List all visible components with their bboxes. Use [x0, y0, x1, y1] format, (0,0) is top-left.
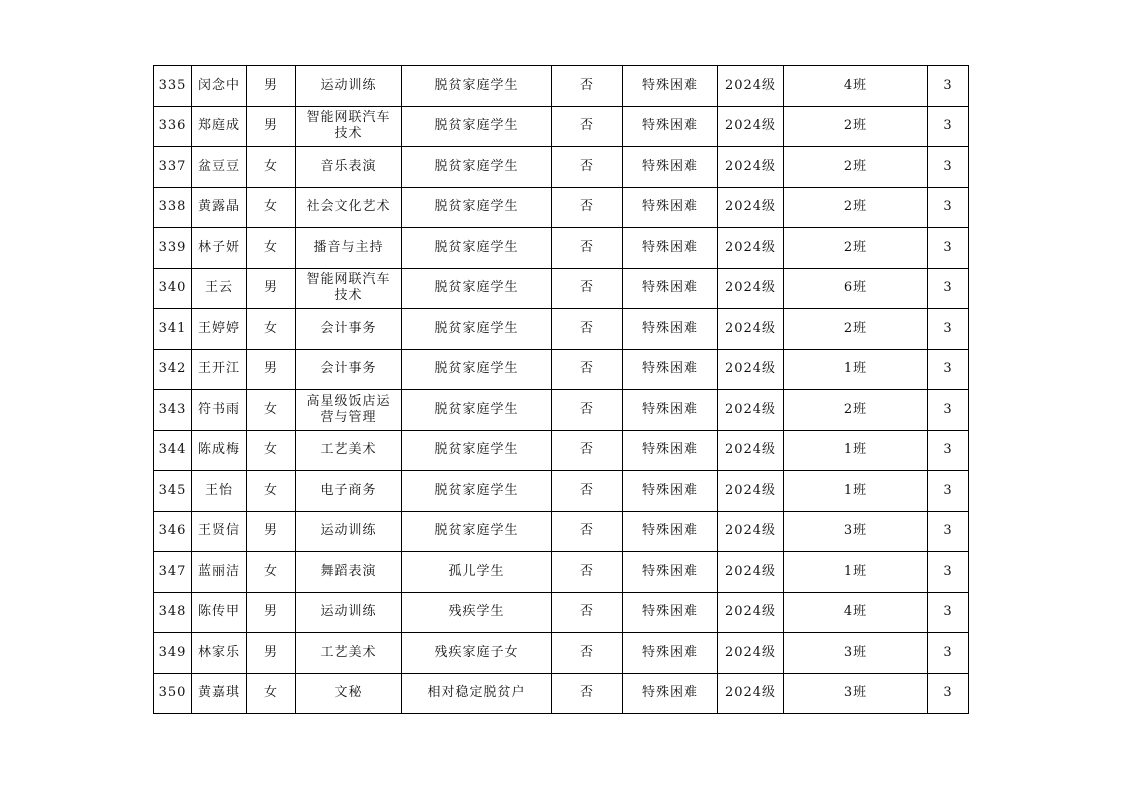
difficulty-level: 特殊困难 [623, 390, 718, 431]
row-number: 341 [154, 309, 192, 350]
score-value: 3 [928, 349, 969, 390]
student-gender: 女 [247, 390, 296, 431]
grade-year: 2024级 [718, 633, 784, 674]
aid-category: 残疾家庭子女 [402, 633, 552, 674]
grade-year: 2024级 [718, 430, 784, 471]
yes-no-flag: 否 [552, 268, 623, 309]
grade-year: 2024级 [718, 471, 784, 512]
difficulty-level: 特殊困难 [623, 228, 718, 269]
student-major: 工艺美术 [296, 430, 402, 471]
yes-no-flag: 否 [552, 430, 623, 471]
aid-category: 脱贫家庭学生 [402, 511, 552, 552]
score-value: 3 [928, 633, 969, 674]
aid-category: 相对稳定脱贫户 [402, 673, 552, 714]
class-name: 2班 [784, 228, 928, 269]
grade-year: 2024级 [718, 309, 784, 350]
student-name: 陈成梅 [192, 430, 247, 471]
student-name: 郑庭成 [192, 106, 247, 147]
yes-no-flag: 否 [552, 228, 623, 269]
aid-category: 脱贫家庭学生 [402, 309, 552, 350]
class-name: 1班 [784, 430, 928, 471]
class-name: 3班 [784, 633, 928, 674]
student-major: 智能网联汽车技术 [296, 106, 402, 147]
student-major: 运动训练 [296, 511, 402, 552]
student-name: 陈传甲 [192, 592, 247, 633]
table-row [154, 228, 969, 269]
student-gender: 男 [247, 511, 296, 552]
student-name: 王贤信 [192, 511, 247, 552]
table-row [154, 349, 969, 390]
table-row [154, 511, 969, 552]
table-row [154, 552, 969, 593]
difficulty-level: 特殊困难 [623, 592, 718, 633]
row-number: 350 [154, 673, 192, 714]
row-number: 346 [154, 511, 192, 552]
score-value: 3 [928, 511, 969, 552]
score-value: 3 [928, 106, 969, 147]
grade-year: 2024级 [718, 106, 784, 147]
student-aid-table [153, 65, 969, 714]
table-row [154, 471, 969, 512]
grade-year: 2024级 [718, 147, 784, 188]
table-row [154, 390, 969, 431]
score-value: 3 [928, 592, 969, 633]
student-major: 电子商务 [296, 471, 402, 512]
student-name: 林家乐 [192, 633, 247, 674]
student-gender: 男 [247, 633, 296, 674]
class-name: 2班 [784, 147, 928, 188]
table-row [154, 430, 969, 471]
student-gender: 男 [247, 592, 296, 633]
yes-no-flag: 否 [552, 592, 623, 633]
student-gender: 男 [247, 268, 296, 309]
yes-no-flag: 否 [552, 147, 623, 188]
row-number: 335 [154, 66, 192, 107]
difficulty-level: 特殊困难 [623, 106, 718, 147]
aid-category: 脱贫家庭学生 [402, 268, 552, 309]
class-name: 1班 [784, 471, 928, 512]
yes-no-flag: 否 [552, 309, 623, 350]
difficulty-level: 特殊困难 [623, 471, 718, 512]
student-gender: 女 [247, 552, 296, 593]
difficulty-level: 特殊困难 [623, 552, 718, 593]
aid-category: 脱贫家庭学生 [402, 228, 552, 269]
row-number: 342 [154, 349, 192, 390]
student-gender: 女 [247, 309, 296, 350]
table-row [154, 268, 969, 309]
class-name: 2班 [784, 187, 928, 228]
row-number: 348 [154, 592, 192, 633]
class-name: 4班 [784, 66, 928, 107]
student-major: 社会文化艺术 [296, 187, 402, 228]
score-value: 3 [928, 390, 969, 431]
student-major: 文秘 [296, 673, 402, 714]
table-row [154, 633, 969, 674]
aid-category: 脱贫家庭学生 [402, 147, 552, 188]
student-name: 王怡 [192, 471, 247, 512]
difficulty-level: 特殊困难 [623, 66, 718, 107]
aid-category: 脱贫家庭学生 [402, 66, 552, 107]
row-number: 339 [154, 228, 192, 269]
yes-no-flag: 否 [552, 349, 623, 390]
row-number: 349 [154, 633, 192, 674]
student-major: 会计事务 [296, 349, 402, 390]
student-name: 符书雨 [192, 390, 247, 431]
aid-category: 脱贫家庭学生 [402, 390, 552, 431]
score-value: 3 [928, 147, 969, 188]
table-body [154, 66, 969, 714]
student-major: 运动训练 [296, 66, 402, 107]
table-row [154, 673, 969, 714]
aid-category: 残疾学生 [402, 592, 552, 633]
student-name: 黄露晶 [192, 187, 247, 228]
row-number: 337 [154, 147, 192, 188]
aid-category: 脱贫家庭学生 [402, 187, 552, 228]
yes-no-flag: 否 [552, 471, 623, 512]
row-number: 344 [154, 430, 192, 471]
student-name: 王开江 [192, 349, 247, 390]
difficulty-level: 特殊困难 [623, 268, 718, 309]
grade-year: 2024级 [718, 552, 784, 593]
class-name: 2班 [784, 309, 928, 350]
score-value: 3 [928, 430, 969, 471]
student-name: 王婷婷 [192, 309, 247, 350]
student-name: 黄嘉琪 [192, 673, 247, 714]
class-name: 3班 [784, 673, 928, 714]
student-gender: 女 [247, 430, 296, 471]
yes-no-flag: 否 [552, 552, 623, 593]
row-number: 347 [154, 552, 192, 593]
class-name: 1班 [784, 349, 928, 390]
student-major: 播音与主持 [296, 228, 402, 269]
class-name: 6班 [784, 268, 928, 309]
student-gender: 男 [247, 106, 296, 147]
score-value: 3 [928, 228, 969, 269]
student-major: 高星级饭店运营与管理 [296, 390, 402, 431]
table-row [154, 592, 969, 633]
row-number: 336 [154, 106, 192, 147]
student-name: 盆豆豆 [192, 147, 247, 188]
student-major: 智能网联汽车技术 [296, 268, 402, 309]
yes-no-flag: 否 [552, 511, 623, 552]
class-name: 4班 [784, 592, 928, 633]
difficulty-level: 特殊困难 [623, 673, 718, 714]
table-row [154, 309, 969, 350]
yes-no-flag: 否 [552, 187, 623, 228]
class-name: 2班 [784, 390, 928, 431]
grade-year: 2024级 [718, 66, 784, 107]
yes-no-flag: 否 [552, 390, 623, 431]
student-major: 音乐表演 [296, 147, 402, 188]
student-name: 闵念中 [192, 66, 247, 107]
difficulty-level: 特殊困难 [623, 147, 718, 188]
student-gender: 女 [247, 673, 296, 714]
class-name: 3班 [784, 511, 928, 552]
score-value: 3 [928, 673, 969, 714]
row-number: 338 [154, 187, 192, 228]
student-major: 会计事务 [296, 309, 402, 350]
yes-no-flag: 否 [552, 633, 623, 674]
grade-year: 2024级 [718, 390, 784, 431]
difficulty-level: 特殊困难 [623, 511, 718, 552]
grade-year: 2024级 [718, 592, 784, 633]
difficulty-level: 特殊困难 [623, 633, 718, 674]
student-name: 蓝丽洁 [192, 552, 247, 593]
aid-category: 脱贫家庭学生 [402, 471, 552, 512]
score-value: 3 [928, 187, 969, 228]
score-value: 3 [928, 552, 969, 593]
aid-category: 脱贫家庭学生 [402, 430, 552, 471]
score-value: 3 [928, 66, 969, 107]
table-row [154, 147, 969, 188]
row-number: 340 [154, 268, 192, 309]
difficulty-level: 特殊困难 [623, 187, 718, 228]
score-value: 3 [928, 268, 969, 309]
student-gender: 女 [247, 228, 296, 269]
yes-no-flag: 否 [552, 66, 623, 107]
student-gender: 男 [247, 349, 296, 390]
grade-year: 2024级 [718, 228, 784, 269]
row-number: 343 [154, 390, 192, 431]
table-row [154, 66, 969, 107]
student-gender: 女 [247, 147, 296, 188]
class-name: 2班 [784, 106, 928, 147]
yes-no-flag: 否 [552, 673, 623, 714]
grade-year: 2024级 [718, 673, 784, 714]
student-name: 林子妍 [192, 228, 247, 269]
difficulty-level: 特殊困难 [623, 349, 718, 390]
student-major: 运动训练 [296, 592, 402, 633]
grade-year: 2024级 [718, 349, 784, 390]
aid-category: 脱贫家庭学生 [402, 349, 552, 390]
student-gender: 女 [247, 471, 296, 512]
score-value: 3 [928, 471, 969, 512]
student-major: 舞蹈表演 [296, 552, 402, 593]
table-row [154, 187, 969, 228]
grade-year: 2024级 [718, 187, 784, 228]
student-name: 王云 [192, 268, 247, 309]
student-gender: 男 [247, 66, 296, 107]
score-value: 3 [928, 309, 969, 350]
grade-year: 2024级 [718, 268, 784, 309]
difficulty-level: 特殊困难 [623, 309, 718, 350]
grade-year: 2024级 [718, 511, 784, 552]
row-number: 345 [154, 471, 192, 512]
difficulty-level: 特殊困难 [623, 430, 718, 471]
table-row [154, 106, 969, 147]
aid-category: 孤儿学生 [402, 552, 552, 593]
aid-category: 脱贫家庭学生 [402, 106, 552, 147]
yes-no-flag: 否 [552, 106, 623, 147]
class-name: 1班 [784, 552, 928, 593]
student-gender: 女 [247, 187, 296, 228]
student-major: 工艺美术 [296, 633, 402, 674]
